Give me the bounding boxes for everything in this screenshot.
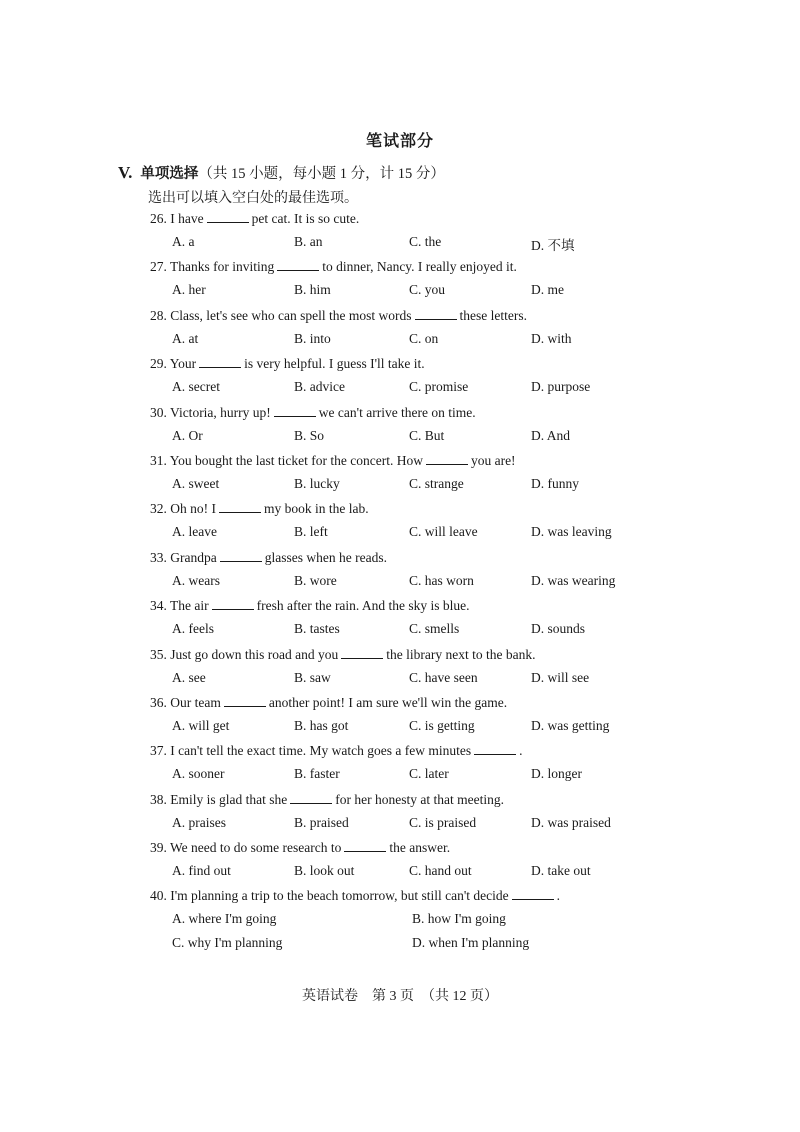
answer-blank [274, 404, 316, 417]
question-29 [150, 355, 650, 403]
option-c: C. But [409, 427, 445, 443]
question-39 [150, 839, 650, 887]
answer-blank [415, 307, 457, 320]
question-27 [150, 258, 650, 306]
stem-text: 29. Your [150, 356, 197, 372]
stem-text: is very helpful. I guess I'll take it. [244, 356, 425, 372]
answer-blank [341, 646, 383, 659]
option-b: B. left [294, 524, 328, 540]
option-d: D. was getting [531, 717, 610, 733]
option-c: C. have seen [409, 669, 478, 685]
option-d: D. purpose [531, 379, 591, 395]
stem-text: for her honesty at that meeting. [335, 791, 504, 807]
question-32 [150, 500, 650, 548]
option-a: A. will get [172, 717, 230, 733]
option-a: A. find out [172, 863, 231, 879]
option-b: B. saw [294, 669, 331, 685]
page-footer: 英语试卷 第 3 页 （共 12 页） [302, 989, 498, 1004]
question-36 [150, 694, 650, 742]
option-a: A. her [172, 282, 206, 298]
question-stem [150, 742, 522, 759]
option-c: C. the [409, 234, 442, 249]
question-34 [150, 597, 650, 645]
option-d: D. longer [531, 766, 582, 782]
stem-text: 38. Emily is glad that she [150, 791, 288, 807]
stem-text: 34. The air [150, 598, 209, 614]
option-a: A. wears [172, 572, 220, 588]
option-a: A. Or [172, 427, 203, 443]
stem-text: fresh after the rain. And the sky is blue. [256, 598, 470, 614]
stem-text: glasses when he reads. [264, 549, 387, 565]
option-b: B. how I'm going [412, 911, 506, 927]
stem-text: . [519, 743, 523, 759]
option-b: B. look out [294, 863, 355, 879]
option-b: B. has got [294, 717, 349, 733]
option-c: C. you [409, 282, 446, 298]
question-stem [150, 210, 359, 227]
option-c: C. hand out [409, 863, 472, 879]
section-number: V. [118, 163, 133, 182]
option-c: C. on [409, 330, 439, 346]
option-b: B. faster [294, 766, 340, 782]
page-title: 笔试部分 [365, 133, 434, 150]
stem-text: 26. I have [150, 211, 204, 226]
answer-blank [512, 887, 554, 900]
question-stem [150, 839, 450, 856]
option-a: A. leave [172, 524, 217, 540]
question-stem [150, 500, 369, 517]
stem-text: another point! I am sure we'll win the game. [268, 694, 508, 710]
question-28 [150, 307, 650, 355]
question-stem [150, 694, 507, 711]
question-38 [150, 791, 650, 839]
stem-text: my book in the lab. [264, 501, 369, 517]
answer-blank [212, 597, 254, 610]
answer-blank [474, 742, 516, 755]
stem-text: 31. You bought the last ticket for the concert. How [150, 452, 423, 468]
option-a: A. feels [172, 621, 214, 637]
option-b: B. advice [294, 379, 345, 395]
section-note: （共 15 小题，每小题 1 分，计 15 分） [198, 166, 445, 182]
option-a: A. sooner [172, 766, 225, 782]
option-b: B. him [294, 282, 331, 298]
option-c: C. is getting [409, 717, 475, 733]
option-d: D. 不填 [531, 238, 575, 253]
answer-blank [207, 210, 249, 223]
option-d: D. was praised [531, 814, 611, 830]
stem-text: 32. Oh no! I [150, 501, 216, 517]
stem-text: 40. I'm planning a trip to the beach tomorrow, but still can't decide [150, 888, 509, 904]
option-d: D. sounds [531, 621, 586, 637]
answer-blank [426, 452, 468, 465]
option-a: A. where I'm going [172, 911, 277, 927]
question-stem [150, 597, 470, 614]
option-d: D. And [531, 427, 571, 443]
option-c: C. is praised [409, 814, 477, 830]
option-a: A. sweet [172, 475, 220, 491]
stem-text: . [556, 888, 561, 904]
option-c: C. promise [409, 379, 469, 395]
stem-text: the answer. [389, 840, 451, 856]
option-a: A. a [172, 234, 195, 249]
stem-text: 35. Just go down this road and you [150, 646, 339, 662]
stem-text: to dinner, Nancy. I really enjoyed it. [322, 259, 517, 275]
question-30 [150, 404, 650, 452]
option-d: D. with [531, 330, 572, 346]
option-c: C. why I'm planning [172, 935, 283, 951]
option-b: B. praised [294, 814, 349, 830]
answer-blank [199, 355, 241, 368]
stem-text: the library next to the bank. [386, 646, 536, 662]
option-c: C. will leave [409, 524, 478, 540]
option-b: B. So [294, 427, 325, 443]
stem-text: 37. I can't tell the exact time. My watch goes a few minutes [150, 743, 472, 759]
option-d: D. when I'm planning [412, 935, 530, 951]
answer-blank [224, 694, 266, 707]
question-35 [150, 646, 650, 694]
stem-text: 27. Thanks for inviting [150, 259, 275, 275]
stem-text: these letters. [459, 307, 528, 323]
question-stem [150, 258, 517, 275]
question-40 [150, 887, 650, 959]
option-c: C. smells [409, 621, 460, 637]
option-d: D. will see [531, 669, 590, 685]
question-31 [150, 452, 650, 500]
question-stem [150, 549, 387, 566]
stem-text: you are! [470, 452, 516, 468]
stem-text: 36. Our team [150, 694, 221, 710]
option-d: D. funny [531, 475, 579, 491]
question-stem [150, 452, 516, 469]
option-c: C. has worn [409, 572, 474, 588]
answer-blank [290, 791, 332, 804]
option-a: A. see [172, 669, 206, 685]
question-list [150, 210, 650, 959]
question-stem [150, 646, 535, 663]
question-37 [150, 742, 650, 790]
stem-text: 30. Victoria, hurry up! [150, 404, 271, 420]
stem-text: 33. Grandpa [150, 549, 217, 565]
option-b: B. wore [294, 572, 337, 588]
answer-blank [344, 839, 386, 852]
option-a: A. secret [172, 379, 220, 395]
option-c: C. strange [409, 475, 464, 491]
option-d: D. take out [531, 863, 591, 879]
question-stem [150, 887, 560, 904]
question-stem [150, 404, 476, 421]
answer-blank [277, 258, 319, 271]
stem-text: 39. We need to do some research to [150, 840, 342, 856]
option-c: C. later [409, 766, 449, 782]
question-33 [150, 549, 650, 597]
option-b: B. tastes [294, 621, 340, 637]
stem-text: pet cat. It is so cute. [251, 211, 360, 226]
stem-text: 28. Class, let's see who can spell the most words [150, 307, 412, 323]
answer-blank [220, 549, 262, 562]
question-stem [150, 307, 527, 324]
section-name: 单项选择 [140, 166, 199, 182]
option-b: B. lucky [294, 475, 340, 491]
question-stem [150, 791, 504, 808]
question-stem [150, 355, 425, 372]
option-d: D. me [531, 282, 564, 298]
option-a: A. at [172, 330, 199, 346]
option-d: D. was wearing [531, 572, 616, 588]
section-instruction: 选出可以填入空白处的最佳选项。 [148, 191, 358, 206]
option-b: B. into [294, 330, 331, 346]
stem-text: we can't arrive there on time. [318, 404, 476, 420]
question-26 [150, 210, 650, 258]
option-b: B. an [294, 234, 323, 249]
option-d: D. was leaving [531, 524, 612, 540]
option-a: A. praises [172, 814, 226, 830]
section-heading [118, 162, 445, 183]
answer-blank [219, 500, 261, 513]
